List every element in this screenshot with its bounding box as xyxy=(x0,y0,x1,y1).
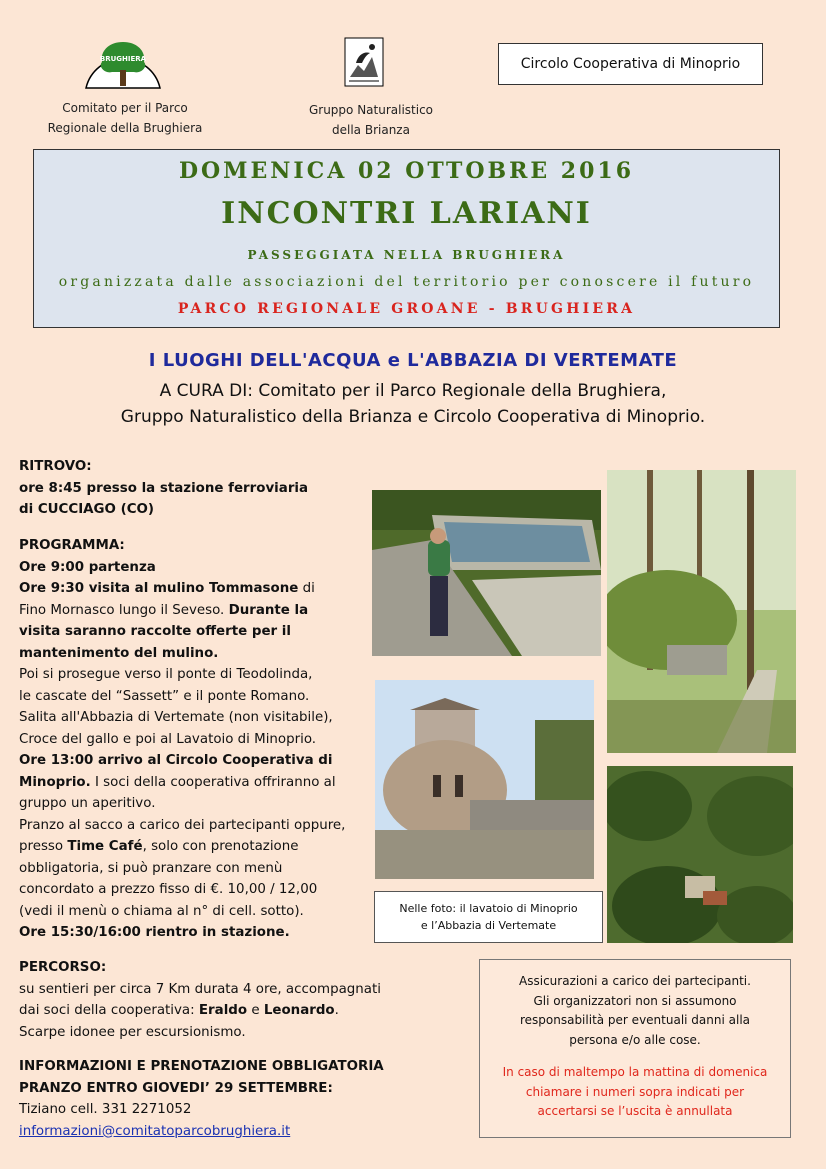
organizers: A CURA DI: Comitato per il Parco Regionale della Brughiera, Gruppo Naturalistico della Brianza e Circolo Cooperativa di Minoprio. xyxy=(120,381,706,427)
aerial-photo xyxy=(607,766,793,943)
event-date: DOMENICA 02 OTTOBRE 2016 xyxy=(178,158,635,184)
logo2-caption: Gruppo Naturalistico della Brianza xyxy=(308,103,434,137)
event-banner xyxy=(33,149,780,328)
ritrovo-section: RITROVO: ore 8:45 presso la stazione ferroviaria di CUCCIAGO (CO) xyxy=(19,456,308,521)
percorso-heading: PERCORSO: xyxy=(19,960,107,975)
walk-title: I LUOGHI DELL'ACQUA e L'ABBAZIA DI VERTEMATE xyxy=(148,350,678,371)
info-section: INFORMAZIONI E PRENOTAZIONE OBBLIGATORIA PRANZO ENTRO GIOVEDI’ 29 SETTEMBRE: Tiziano cell. 331 2271052 informazioni@comitatoparcobrughiera.it xyxy=(19,1059,384,1139)
percorso-section: PERCORSO: su sentieri per circa 7 Km durata 4 ore, accompagnati dai soci della cooperativa: Eraldo e Leonardo. Scarpe idonee per escursionismo. xyxy=(19,957,381,1043)
event-park: PARCO REGIONALE GROANE - BRUGHIERA xyxy=(177,301,636,317)
naturalistico-logo xyxy=(344,37,384,87)
cooperativa-label: Circolo Cooperativa di Minoprio xyxy=(520,56,741,72)
photo-caption: Nelle foto: il lavatoio di Minoprio e l’Abbazia di Vertemate xyxy=(374,891,603,943)
programma-section: PROGRAMMA: Ore 9:00 partenza Ore 9:30 visita al mulino Tommasone di Fino Mornasco lungo il Seveso. Durante la visita saranno raccolte offerte per il mantenimento del mulino. Poi si prosegue verso il ponte di Teodolinda, le cascate del “Sassett” e il ponte Romano. Salita all'Abbazia di Vertemate (non visitabile), Croce del gallo e poi al Lavatoio di Minoprio. Ore 13:00 arrivo al Circolo Cooperativa di Minoprio. I soci della cooperativa offriranno al gruppo un aperitivo. Pranzo al sacco a carico dei partecipanti oppure, presso Time Café, solo con prenotazione obbligatoria, si può pranzare con menù concordato a prezzo fisso di €. 10,00 / 12,00 (vedi il menù o chiama al n° di cell. sotto). Ore 15:30/16:00 rientro in stazione. xyxy=(19,535,345,944)
event-title: INCONTRI LARIANI xyxy=(221,196,592,231)
contact-phone: Tiziano cell. 331 2271052 xyxy=(19,1102,192,1117)
ritrovo-heading: RITROVO: xyxy=(19,459,92,474)
lavatoio-photo xyxy=(372,490,601,656)
programma-heading: PROGRAMMA: xyxy=(19,538,125,553)
cooperativa-box xyxy=(498,43,763,85)
brughiera-logo xyxy=(78,30,168,90)
path-photo xyxy=(607,470,796,753)
event-organized: organizzata dalle associazioni del territorio per conoscere il futuro xyxy=(58,274,755,290)
insurance-note: Assicurazioni a carico dei partecipanti. Gli organizzatori non si assumono responsabilità per eventuali danni alla persona e/o alle cose. In caso di maltempo la mattina di domenica chiamare i numeri sopra indicati per accertarsi se l’uscita è annullata xyxy=(479,959,791,1138)
abbazia-photo xyxy=(375,680,594,879)
contact-email-link[interactable]: informazioni@comitatoparcobrughiera.it xyxy=(19,1123,291,1139)
logo1-caption: Comitato per il Parco Regionale della Brughiera xyxy=(47,101,203,135)
brughiera-logo-text: BRUGHIERA xyxy=(99,55,147,63)
event-subtitle: PASSEGGIATA NELLA BRUGHIERA xyxy=(247,248,566,262)
weather-warning: In caso di maltempo la mattina di domenica chiamare i numeri sopra indicati per accertarsi se l’uscita è annullata xyxy=(502,1065,768,1118)
